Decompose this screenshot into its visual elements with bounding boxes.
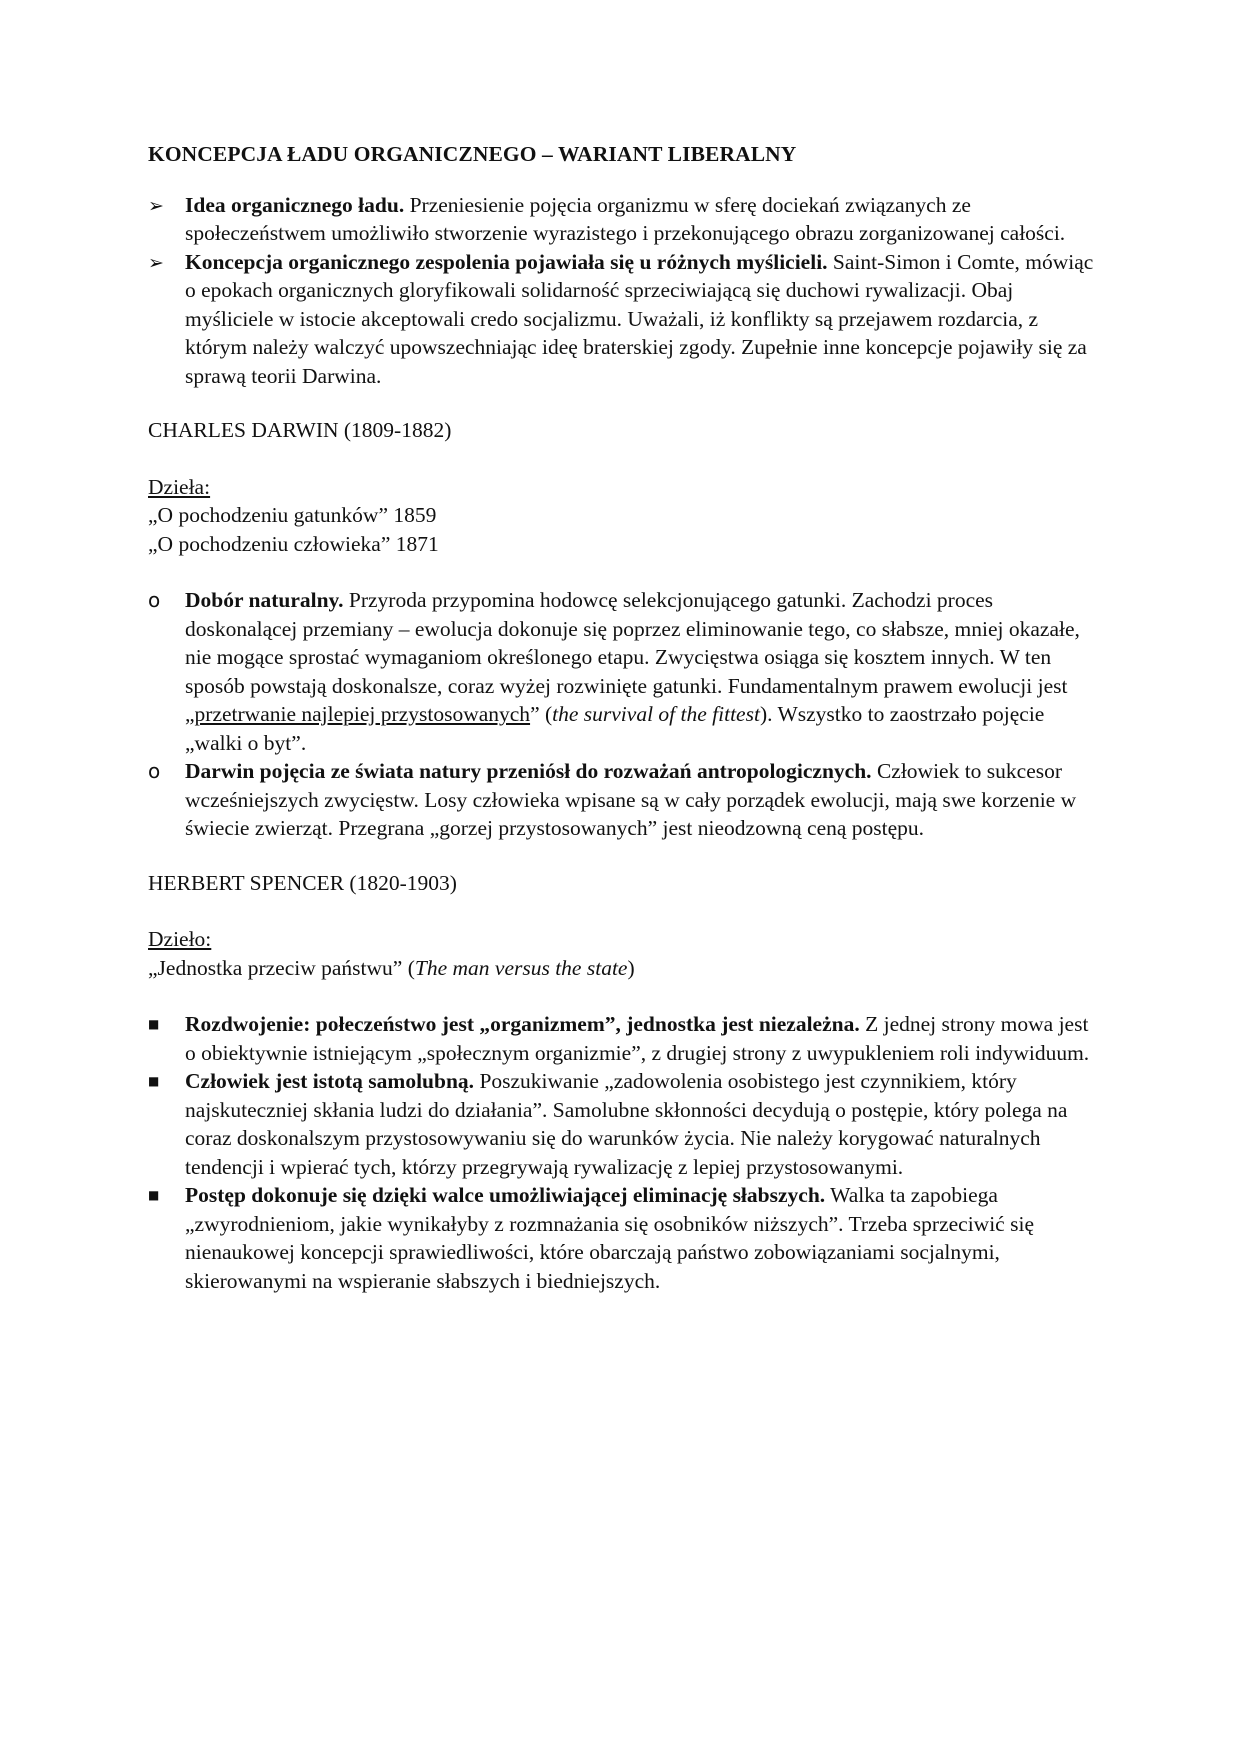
item-bold-lead: Dobór naturalny. — [185, 588, 344, 612]
item-bold-lead: Idea organicznego ładu. — [185, 192, 405, 217]
work-title-italic: The man versus the state — [414, 955, 628, 980]
item-bold-lead: Rozdwojenie: połeczeństwo jest „organizmem”, jednostka jest niezależna. — [185, 1012, 860, 1036]
list-item — [148, 1181, 1098, 1295]
item-text: Przyroda przypomina hodowcę selekcjonującego gatunki. Zachodzi proces doskonalącej przemiany – ewolucja dokonuje się poprzez eliminowanie tego, co słabsze, mniej okazałe, nie mogące sprostać wymaganiom określonego etapu. Zwycięstwa osiąga się kosztem innych. W ten sposób powstają doskonalsze, coraz wyżej rozwinięte gatunki. Fundamentalnym prawem ewolucji jest — [185, 588, 1080, 698]
item-text: Saint-Simon i Comte, mówiąc o epokach organicznych gloryfikowali solidarność sprzeciwiającą się duchowi rywalizacji. Obaj myśliciele w istocie akceptowali credo socjalizmu. Uważali, iż konflikty są przejawem rozdarcia, z którym należy walczyć upowszechniając ideę braterskiej zgody. Zupełnie inne koncepcje pojawiły się za sprawą teorii Darwina. — [185, 249, 1094, 388]
item-bold-lead: Koncepcja organicznego zespolenia pojawiała się u różnych myślicieli. — [185, 249, 828, 274]
list-item — [148, 586, 1098, 757]
arrow-bullet-icon: ➢ — [148, 251, 164, 274]
work-title-prefix: „Jednostka przeciw państwu” ( — [148, 955, 415, 980]
circle-bullet-icon: o — [148, 588, 161, 612]
document-title: KONCEPCJA ŁADU ORGANICZNEGO – WARIANT LIBERALNY — [148, 142, 797, 166]
item-bold-lead: Postęp dokonuje się dzięki walce umożliwiającej eliminację słabszych. — [185, 1183, 826, 1207]
square-bullet-icon: ■ — [148, 1017, 160, 1031]
circle-bullet-icon: o — [148, 759, 161, 783]
spencer-works — [148, 925, 1098, 982]
item-text: Z jednej strony mowa jest o obiektywnie istniejącym „społecznym organizmie”, z drugiej strony z uwypukleniem roli indywiduum. — [185, 1012, 1090, 1065]
intro-list — [148, 191, 1098, 391]
item-text: Poszukiwanie „zadowolenia osobistego jest czynnikiem, który najskuteczniej skłania ludzi do działania”. Samolubne skłonności decydują o postępie, który polega na coraz doskonalszym przystosowywaniu się do warunków życia. Nie należy korygować naturalnych tendencji i wpierać tych, którzy przegrywają rywalizację z lepiej przystosowanymi. — [185, 1069, 1068, 1179]
square-bullet-icon: ■ — [148, 1074, 160, 1088]
work-title — [148, 954, 1098, 983]
document-page — [148, 140, 1098, 1321]
item-underlined-text: „przetrwanie najlepiej przystosowanych — [185, 702, 531, 726]
list-item — [148, 757, 1098, 843]
item-text: Człowiek to sukcesor wcześniejszych zwycięstw. Losy człowieka wpisane są w cały porządek ewolucji, mają swe korzenie w świecie zwierząt. Przegrana „gorzej przystosowanych” jest nieodzowną ceną postępu. — [185, 759, 1077, 840]
spencer-points — [148, 1010, 1098, 1295]
item-text: ). Wszystko to zaostrzało pojęcie „walki o byt”. — [185, 702, 1045, 755]
section-heading-darwin: CHARLES DARWIN (1809-1882) — [148, 418, 452, 442]
work-title: „O pochodzeniu człowieka” 1871 — [148, 531, 439, 556]
square-bullet-icon: ■ — [148, 1188, 160, 1202]
item-italic-text: the survival of the fittest — [552, 702, 760, 726]
darwin-points — [148, 586, 1098, 843]
work-title: „O pochodzeniu gatunków” 1859 — [148, 503, 437, 527]
work-title-suffix: ) — [627, 955, 635, 980]
section-heading-spencer: HERBERT SPENCER (1820-1903) — [148, 870, 457, 895]
works-label: Dzieło: — [148, 927, 212, 951]
item-text: ” ( — [530, 702, 553, 726]
item-bold-lead: Darwin pojęcia ze świata natury przeniósł do rozważań antropologicznych. — [185, 759, 872, 783]
list-item — [148, 1010, 1098, 1067]
list-item — [148, 248, 1098, 391]
item-text: Przeniesienie pojęcia organizmu w sferę dociekań związanych ze społeczeństwem umożliwiło stworzenie wyrazistego i przekonującego obrazu zorganizowanej całości. — [185, 192, 1066, 245]
list-item — [148, 1067, 1098, 1181]
list-item — [148, 191, 1098, 248]
item-text: Walka ta zapobiega „zwyrodnieniom, jakie wynikałyby z rozmnażania się osobników niższych”. Trzeba sprzeciwić się nienaukowej koncepcji sprawiedliwości, które obarczają państwo zobowiązaniami socjalnymi, skierowanymi na wspieranie słabszych i biedniejszych. — [185, 1183, 1034, 1293]
darwin-works — [148, 473, 1098, 559]
item-bold-lead: Człowiek jest istotą samolubną. — [185, 1069, 475, 1093]
arrow-bullet-icon: ➢ — [148, 194, 164, 217]
works-label: Dzieła: — [148, 474, 211, 499]
